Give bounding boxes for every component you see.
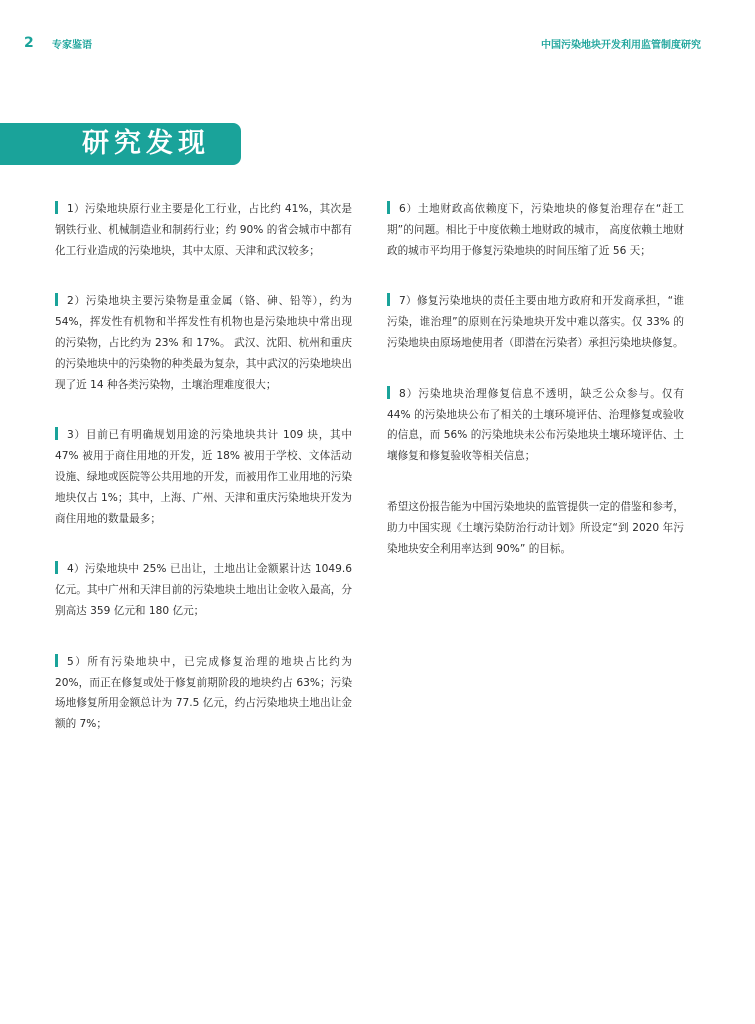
finding-text: 8）污染地块治理修复信息不透明，缺乏公众参与。仅有 44% 的污染地块公布了相关的土壤环境评估、治理修复或验收的信息，而 56% 的污染地块未公布污染地块土壤环境评估、土壤修复和修复验收等相关信息； bbox=[387, 387, 684, 463]
section-title: 研究发现 bbox=[82, 128, 210, 159]
section-label: 专家鉴语 bbox=[52, 40, 92, 51]
finding-text: 1）污染地块原行业主要是化工行业，占比约 41%，其次是钢铁行业、机械制造业和制药行业；约 90% 的省会城市中都有化工行业造成的污染地块，其中太原、天津和武汉较多； bbox=[55, 203, 352, 257]
bullet-marker bbox=[55, 293, 58, 306]
bullet-marker bbox=[55, 561, 58, 574]
finding-4 bbox=[55, 559, 352, 621]
bullet-marker bbox=[55, 654, 58, 667]
finding-text: 3）目前已有明确规划用途的污染地块共计 109 块，其中 47% 被用于商住用地的开发，近 18% 被用于学校、文体活动设施、绿地或医院等公共用地的开发，而被用作工业用地的污染地块仅占 1%；其中，上海、广州、天津和重庆污染地块开发为商住用地的数量最多； bbox=[55, 429, 352, 525]
finding-3 bbox=[55, 425, 352, 529]
finding-7 bbox=[387, 291, 684, 353]
finding-text: 5）所有污染地块中，已完成修复治理的地块占比约为 20%，而正在修复或处于修复前期阶段的地块约占 63%；污染场地修复所用金额总计为 77.5 亿元，约占污染地块土地出让金额的 7%； bbox=[55, 655, 352, 731]
finding-text: 2）污染地块主要污染物是重金属（铬、砷、铅等），约为 54%，挥发性有机物和半挥发性有机物也是污染地块中常出现的污染物，占比约为 23% 和 17%。 武汉、沈阳、杭州和重庆的污染地块中的污染物的种类最为复杂，其中武汉的污染地块出现了近 14 种各类污染物，土壤治理难度很大； bbox=[55, 295, 352, 391]
finding-text: 4）污染地块中 25% 已出让，土地出让金额累计达 1049.6 亿元。其中广州和天津目前的污染地块土地出让金收入最高，分别高达 359 亿元和 180 亿元； bbox=[55, 563, 352, 617]
finding-2 bbox=[55, 291, 352, 395]
bullet-marker bbox=[387, 293, 390, 306]
finding-6 bbox=[387, 199, 684, 261]
finding-1 bbox=[55, 199, 352, 261]
conclusion: 希望这份报告能为中国污染地块的监管提供一定的借鉴和参考，助力中国实现《土壤污染防治行动计划》所设定“到 2020 年污染地块安全利用率达到 90%” 的目标。 bbox=[387, 500, 684, 555]
finding-8 bbox=[387, 384, 684, 467]
finding-text: 7）修复污染地块的责任主要由地方政府和开发商承担，“谁污染，谁治理”的原则在污染地块开发中难以落实。仅 33% 的污染地块由原场地使用者（即潜在污染者）承担污染地块修复。 bbox=[387, 295, 684, 349]
bullet-marker bbox=[387, 201, 390, 214]
bullet-marker bbox=[55, 201, 58, 214]
right-column bbox=[387, 199, 684, 559]
bullet-marker bbox=[55, 427, 58, 440]
finding-5 bbox=[55, 652, 352, 735]
page-number: 2 bbox=[24, 35, 34, 51]
left-column bbox=[55, 199, 352, 735]
finding-text: 6）土地财政高依赖度下，污染地块的修复治理存在“赶工期”的问题。相比于中度依赖土地财政的城市， 高度依赖土地财政的城市平均用于修复污染地块的时间压缩了近 56 天； bbox=[387, 203, 684, 257]
bullet-marker bbox=[387, 386, 390, 399]
report-title: 中国污染地块开发利用监管制度研究 bbox=[541, 40, 701, 51]
